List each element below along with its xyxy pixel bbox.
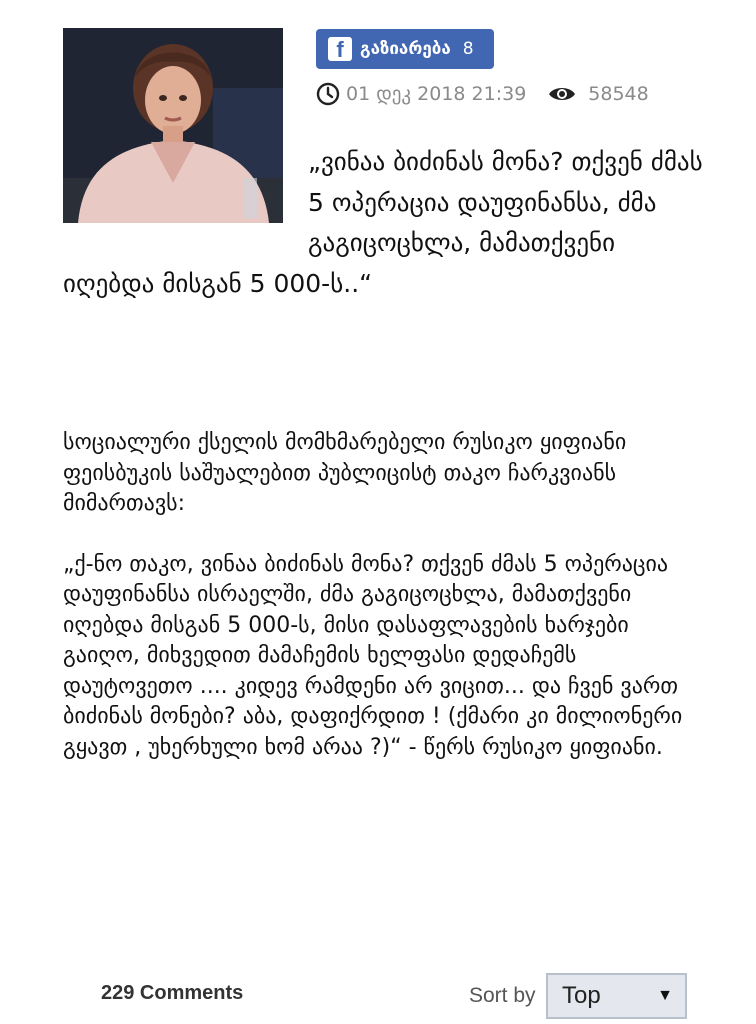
article-title-text: „ვინაა ბიძინას მონა? თქვენ ძმას 5 ოპერაცია დაუფინანსა, ძმა გაგიცოცხლა, მამათქვენი იღებდა მისგან 5 000-ს..“	[63, 147, 703, 298]
article-body	[63, 428, 703, 763]
eye-icon	[548, 85, 576, 103]
clock-icon	[316, 82, 340, 106]
facebook-share-button[interactable]	[316, 29, 494, 69]
facebook-icon: f	[328, 37, 352, 61]
article-title	[63, 142, 703, 304]
caret-down-icon: ▼	[657, 987, 673, 1004]
view-count: 58548	[588, 83, 649, 105]
article-quote: „ქ-ნო თაკო, ვინაა ბიძინას მონა? თქვენ ძმას 5 ოპერაცია დაუფინანსა ისრაელში, ძმა გაგიცოცხლა, მამათქვენი იღებდა მისგან 5 000-ს, მისი დასაფლავების ხარჯები გაიღო, მიხვედით მამაჩემის ხელფასი დედაჩემს დაუტოვეთო .... კიდევ რამდენი არ ვიცით... და ჩვენ ვართ ბიძინას მონები? აბა, დაფიქრდით ! (ქმარი კი მილიონერი გყავთ , უხერხული ხომ არაა ?)“ - წერს რუსიკო ყიფიანი.	[63, 551, 683, 760]
article-intro: სოციალური ქსელის მომხმარებელი რუსიკო ყიფიანი ფეისბუკის საშუალებით პუბლიცისტ თაკო ჩარკვიანს მიმართავს:	[63, 430, 627, 516]
comments-count: 229 Comments	[101, 982, 244, 1004]
share-count: 8	[462, 39, 474, 59]
sort-selected-value: Top	[562, 982, 601, 1009]
publish-date: 01 დეკ 2018 21:39	[346, 83, 527, 105]
share-label: გაზიარება	[360, 39, 451, 59]
title-float-spacer	[63, 142, 308, 262]
sort-by-label: Sort by	[469, 984, 536, 1007]
article-meta	[316, 80, 649, 108]
sort-select[interactable]	[546, 973, 687, 1019]
